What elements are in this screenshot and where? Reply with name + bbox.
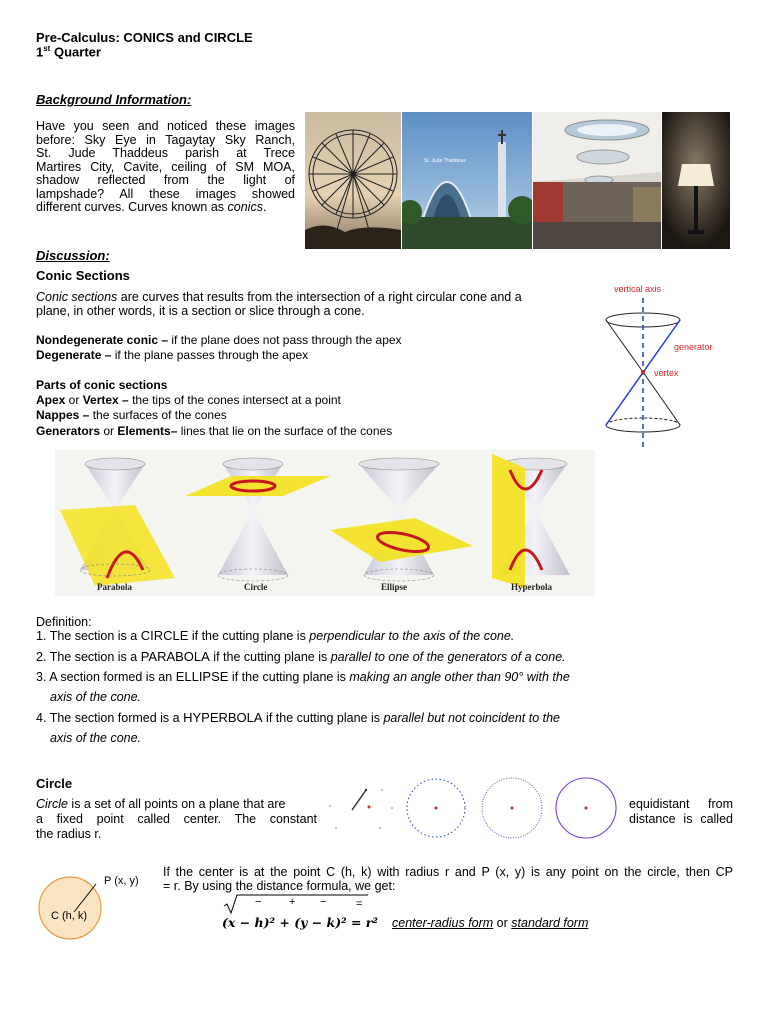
background-last-text: different curves. Curves known as (36, 200, 228, 214)
item-text: if the cutting plane is (188, 629, 310, 643)
circle-def-line3: the radius r. (36, 827, 102, 841)
discussion-heading: Discussion: (36, 248, 110, 263)
item-text: if the cutting plane is (209, 650, 331, 664)
document-title: Pre-Calculus: CONICS and CIRCLE (36, 30, 253, 45)
item-number: 4. (36, 711, 47, 725)
degenerate-term: Degenerate – (36, 348, 112, 362)
parabola-cone (60, 458, 175, 586)
radical-equals: = (356, 898, 363, 910)
vertical-axis-label: vertical axis (614, 284, 662, 294)
nappes-def (36, 409, 227, 423)
conic-intro (36, 291, 596, 318)
hyperbola-cone (492, 454, 570, 588)
quarter-number: 1 (36, 44, 44, 60)
item-term: CIRCLE (140, 628, 189, 643)
generator-label: generator (674, 342, 713, 352)
item-text: The section is a (49, 629, 141, 643)
hyperbola-label: Hyperbola (511, 582, 553, 592)
cp-line2: = r. By using the distance formula, we get: (163, 878, 396, 893)
center-c-label: C (h, k) (51, 910, 88, 922)
vertex-term: Vertex – (82, 393, 129, 407)
item-term: ELLIPSE (175, 669, 229, 684)
center-point (435, 807, 438, 810)
lampshade-photo (662, 112, 730, 249)
definition-item (36, 708, 560, 728)
vertex-label: vertex (654, 368, 679, 378)
nondegenerate-def (36, 334, 402, 348)
mall-ceiling-photo (533, 112, 661, 249)
item-number: 3. (36, 670, 47, 684)
definition-continuation: axis of the cone. (50, 731, 142, 745)
nondegenerate-term: Nondegenerate conic – (36, 333, 169, 347)
period: . (262, 200, 267, 214)
ellipse-label: Ellipse (381, 582, 408, 592)
radical-sign (222, 893, 372, 915)
background-heading: Background Information: (36, 92, 192, 107)
form-names (392, 916, 588, 930)
intro-text: are curves that results from the intersection of a right circular cone and a (117, 290, 522, 304)
item-text: if the cutting plane is (228, 670, 350, 684)
degenerate-text: if the plane passes through the apex (111, 348, 309, 362)
upper-left-edge (606, 320, 643, 372)
elements-term: Elements– (117, 424, 178, 438)
circle-def-text: is a set of all points on a plane that are (67, 797, 286, 811)
item-emphasis: parallel to one of the generators of a cone. (330, 650, 566, 664)
item-term: PARABOLA (140, 649, 210, 664)
nappes-text: the surfaces of the cones (89, 408, 227, 422)
circle-cp-diagram (34, 866, 154, 942)
conic-sections-heading: Conic Sections (36, 268, 130, 283)
definition-item (36, 667, 570, 687)
background-line: before: Sky Eye in Tagaytay Sky Ranch, (36, 132, 295, 147)
circle-def-right1: equidistant from (629, 797, 733, 811)
conics-term: conics (227, 200, 263, 214)
apex-term: Apex (36, 393, 66, 407)
definition-continuation: axis of the cone. (50, 690, 142, 704)
item-text: A section formed is an (49, 670, 176, 684)
or-text: or (493, 916, 512, 930)
background-line: shadow reflected from the light of (36, 173, 295, 187)
standard-form: standard form (511, 916, 589, 930)
item-text: The section formed is a (49, 711, 184, 725)
degenerate-def (36, 349, 308, 363)
circle-construction-figure (322, 776, 628, 840)
item-text: The section is a (49, 650, 141, 664)
cp-explanation (163, 866, 733, 893)
background-paragraph (36, 120, 295, 215)
vertex-point (641, 370, 645, 374)
radical-minus-2: − (320, 896, 327, 908)
background-line: lampshade? All these images showed (36, 186, 295, 201)
generators-def (36, 425, 392, 439)
circle-term: Circle (36, 797, 68, 811)
item-emphasis: making an angle other than 90° with the (349, 670, 570, 684)
circle-cone (185, 458, 331, 581)
radius-points-sketch (329, 789, 393, 829)
circle-def-line1 (36, 798, 285, 812)
circle-shape (39, 877, 101, 939)
church-sign: St. Jude Thaddeus (424, 158, 466, 164)
sky-eye-photo (305, 112, 401, 249)
circle-def-line2: a fixed point called center. The constant (36, 812, 317, 826)
generators-term: Generators (36, 424, 101, 438)
parts-heading: Parts of conic sections (36, 378, 168, 392)
item-text: if the cutting plane is (262, 711, 384, 725)
nappes-term: Nappes – (36, 408, 90, 422)
circle-heading: Circle (36, 776, 73, 791)
definition-item (36, 626, 514, 646)
center-point (511, 807, 514, 810)
item-emphasis: perpendicular to the axis of the cone. (309, 629, 515, 643)
standard-form-formula: (𝒙 − 𝒉)² + (𝒚 − 𝒌)² = 𝒓² (222, 915, 378, 930)
lower-right-edge (643, 372, 680, 425)
conic-sections-term: Conic sections (36, 290, 118, 304)
item-number: 1. (36, 629, 47, 643)
quarter-word: Quarter (50, 44, 101, 60)
ellipse-cone (330, 458, 473, 581)
parabola-label: Parabola (97, 582, 132, 592)
apex-def (36, 394, 341, 408)
or-text: or (100, 424, 118, 438)
quarter-label (36, 44, 101, 59)
nondegenerate-text: if the plane does not pass through the apex (168, 333, 402, 347)
definition-heading: Definition: (36, 615, 92, 629)
item-term: HYPERBOLA (183, 710, 263, 725)
radical-minus-1: − (255, 896, 262, 908)
center-point (585, 807, 588, 810)
circle-def-right2: distance is called (629, 812, 733, 826)
background-last-line (36, 201, 295, 215)
radical-plus: + (289, 896, 296, 908)
or-text: or (65, 393, 83, 407)
background-line: Have you seen and noticed these images (36, 119, 295, 133)
background-line: St. Jude Thaddeus parish at Trece (36, 146, 295, 160)
generators-text: lines that lie on the surface of the cones (177, 424, 393, 438)
intro-line2: plane, in other words, it is a section or slice through a cone. (36, 303, 365, 318)
conic-sections-figure (55, 450, 595, 596)
church-photo (402, 112, 532, 249)
quarter-suffix-sup: st (43, 44, 51, 53)
apex-text: the tips of the cones intersect at a point (128, 393, 341, 407)
double-cone-diagram (598, 280, 728, 460)
point-p-label: P (x, y) (104, 875, 139, 887)
item-number: 2. (36, 650, 47, 664)
center-radius-form: center-radius form (392, 916, 494, 930)
item-emphasis: parallel but not coincident to the (383, 711, 560, 725)
circle-label: Circle (244, 582, 268, 592)
definition-item (36, 647, 566, 667)
background-line: Martires City, Cavite, ceiling of SM MOA, (36, 159, 295, 174)
cp-line1: If the center is at the point C (h, k) with radius r and P (x, y) is any point on the circle, then CP (163, 865, 733, 879)
